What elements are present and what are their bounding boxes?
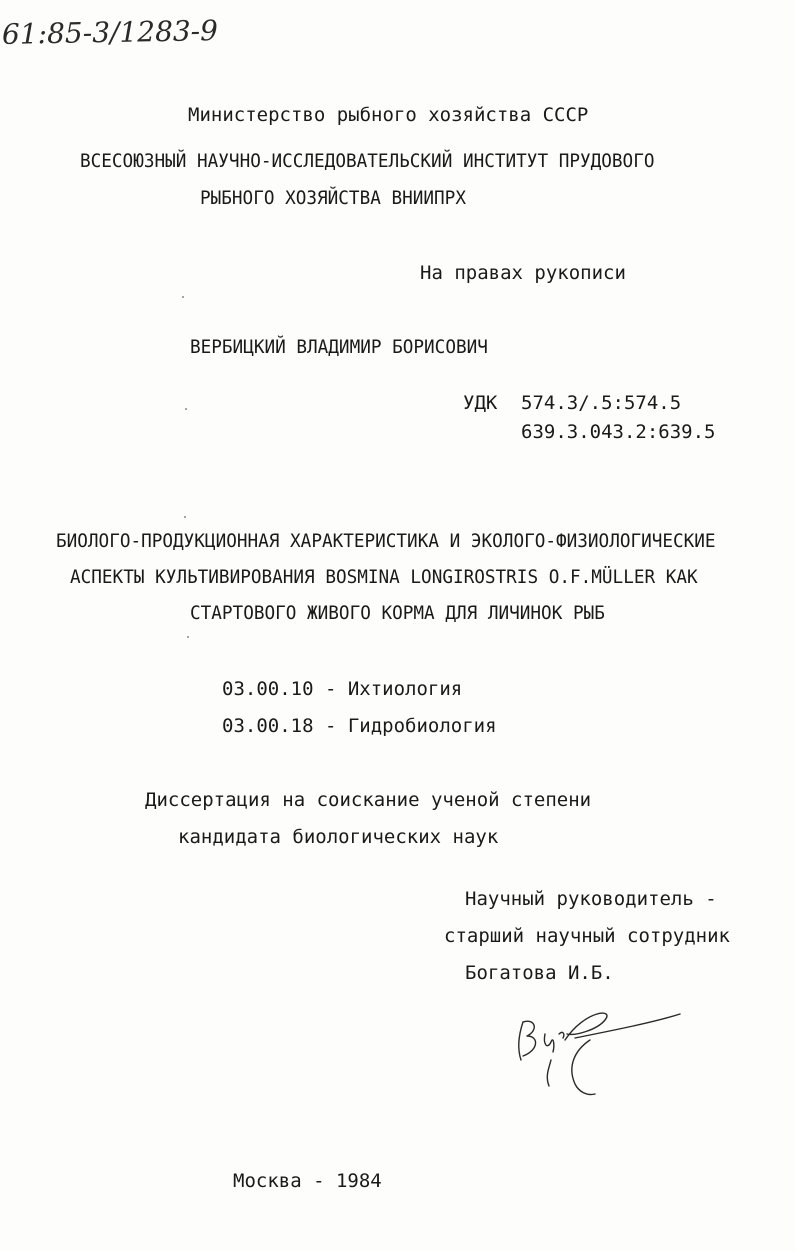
supervisor-name: Богатова И.Б. [465,962,614,984]
specialty-hydrobiology: 03.00.18 - Гидробиология [222,715,497,737]
title-line-2: АСПЕКТЫ КУЛЬТИВИРОВАНИЯ BOSMINA LONGIROSTRIS O.F.MÜLLER КАК [70,566,698,588]
archive-code-handwritten: 61:85-3/1283-9 [1,14,219,51]
city-year: Москва - 1984 [233,1170,382,1192]
title-line-3: СТАРТОВОГО ЖИВОГО КОРМА ДЛЯ ЛИЧИНОК РЫБ [190,602,605,624]
ministry-name: Министерство рыбного хозяйства СССР [188,104,589,126]
rights-note: На правах рукописи [420,262,626,284]
institute-name-line1: ВСЕСОЮЗНЫЙ НАУЧНО-ИССЛЕДОВАТЕЛЬСКИЙ ИНСТИТУТ ПРУДОВОГО [80,150,655,172]
paper-speck [185,408,187,410]
degree-line-1: Диссертация на соискание ученой степени [145,789,592,811]
udk-code-2: 639.3.043.2:639.5 [521,421,716,443]
udk-code-1: 574.3/.5:574.5 [521,392,682,414]
degree-line-2: кандидата биологических наук [178,826,499,848]
title-line-1: БИОЛОГО-ПРОДУКЦИОННАЯ ХАРАКТЕРИСТИКА И ЭКОЛОГО-ФИЗИОЛОГИЧЕСКИЕ [56,530,716,552]
paper-speck [187,636,189,638]
paper-speck [184,516,186,518]
supervisor-position: старший научный сотрудник [444,925,730,947]
paper-speck [182,296,184,298]
specialty-ichthyology: 03.00.10 - Ихтиология [222,678,463,700]
author-name: ВЕРБИЦКИЙ ВЛАДИМИР БОРИСОВИЧ [190,336,488,358]
signature-handwritten [505,1000,695,1100]
institute-name-line2: РЫБНОГО ХОЗЯЙСТВА ВНИИПРХ [200,187,466,209]
supervisor-title: Научный руководитель - [465,888,717,910]
udk-label: УДК [463,392,498,414]
